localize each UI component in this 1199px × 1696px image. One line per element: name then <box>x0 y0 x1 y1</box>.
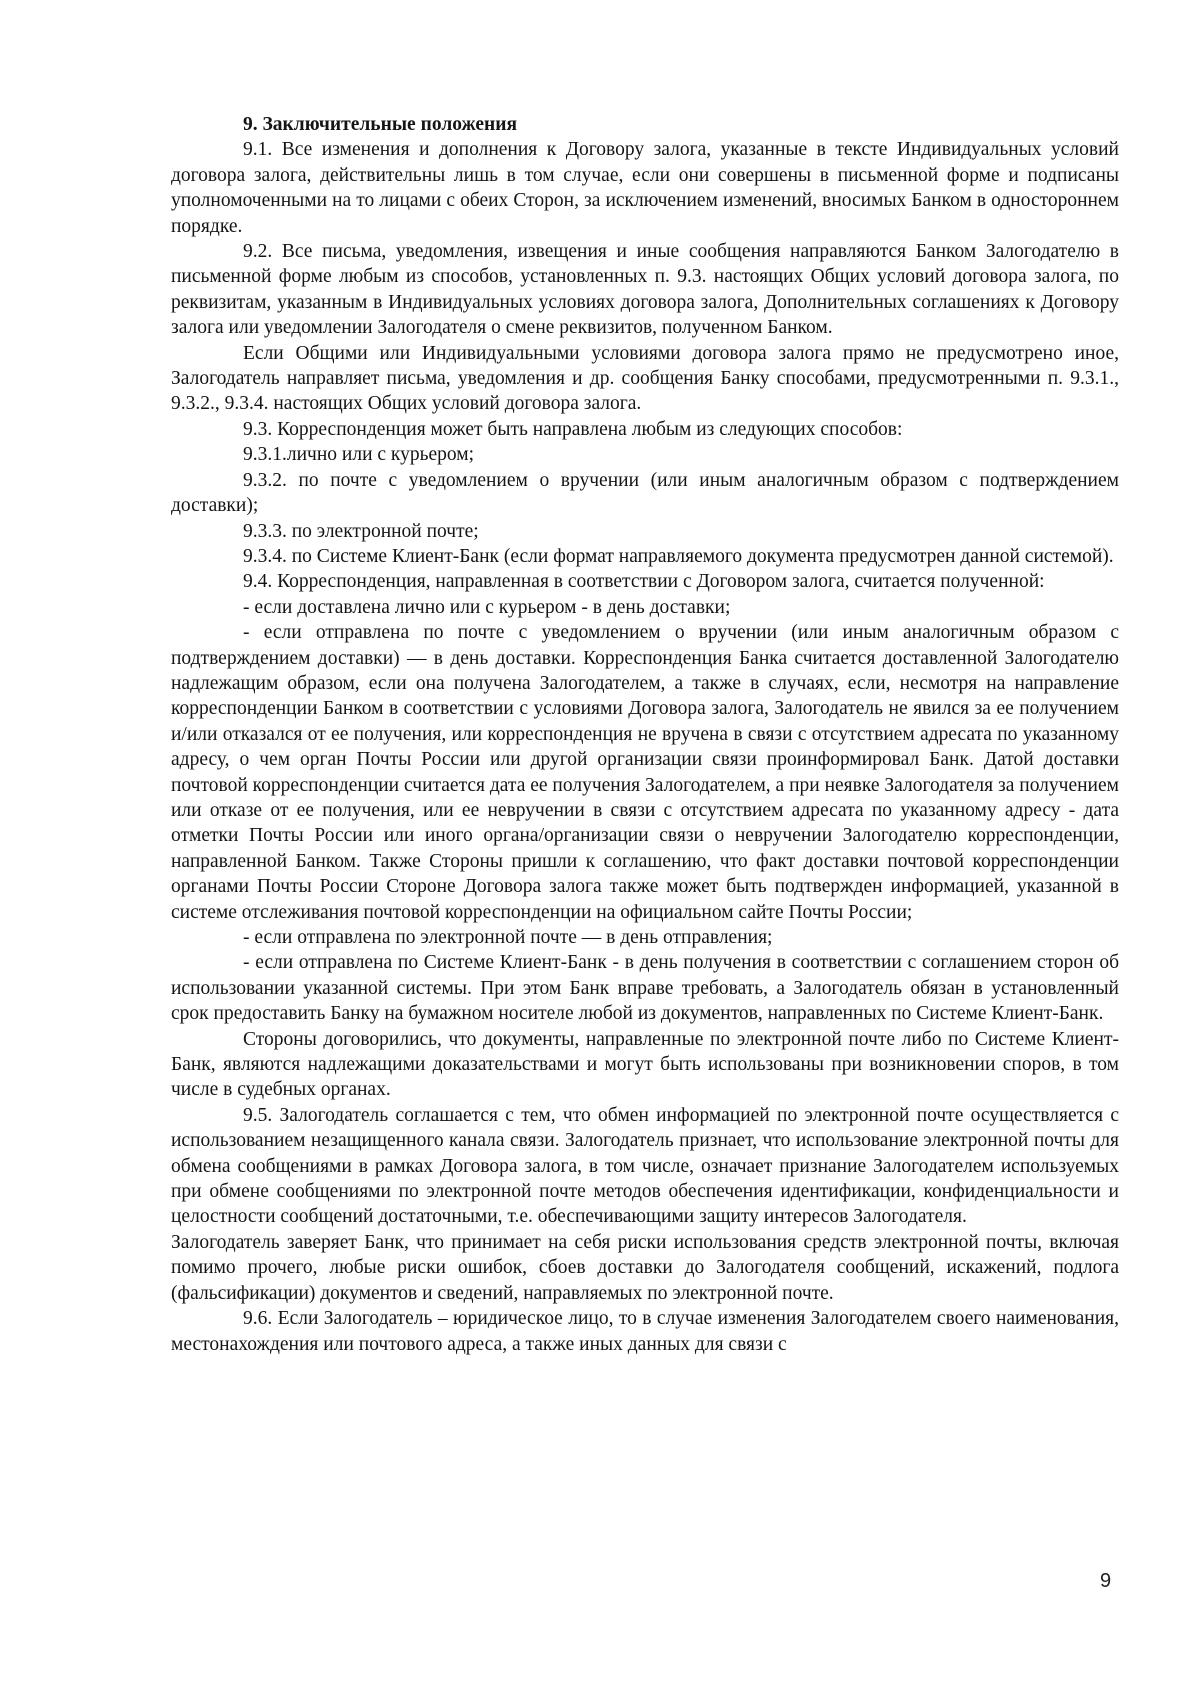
paragraph-p9-4-c: - если отправлена по электронной почте — в день отправления; <box>243 927 773 948</box>
paragraph-p9-4: 9.4. Корреспонденция, направленная в соответствии с Договором залога, считается полученной: <box>243 571 1045 593</box>
paragraph-p9-4-b: - если отправлена по почте с уведомлением о вручении (или иным аналогичным образом с подтверждением доставки) — в день доставки. Корреспонденция Банка считается доставленной Залогодателю надлежащим образом, если она получена Залогодателем, а также в случаях, если, несмотря на направление корреспонденции Банком в соответствии с условиями Договора залога, Залогодатель не явился за ее получением и/или отказался от ее получения, или корреспонденция не вручена в связи с отсутствием адресата по указанному адресу, о чем орган Почты России или другой организации связи проинформировал Банк. Датой доставки почтовой корреспонденции считается дата ее получения Залогодателем, а при неявке Залогодателя за получением или отказе от ее получения, или ее невручении в связи с отсутствием адресата по указанному адресу - дата отметки Почты России или иного органа/организации связи о невручении Залогодателю корреспонденции, направленной Банком. Также Стороны пришли к соглашению, что факт доставки почтовой корреспонденции органами Почты России Стороне Договора залога также может быть подтвержден информацией, указанной в системе отслеживания почтовой корреспонденции на официальном сайте Почты России; <box>171 622 1119 923</box>
document-page <box>171 112 1119 1357</box>
paragraph-p9-3-3: 9.3.3. по электронной почте; <box>243 520 479 542</box>
paragraph-list <box>171 137 1119 1357</box>
section-heading: 9. Заключительные положения <box>243 114 518 135</box>
paragraph-p9-3-1: 9.3.1.лично или с курьером; <box>243 444 475 466</box>
paragraph-p9-2b: Если Общими или Индивидуальными условиями договора залога прямо не предусмотрено иное, Залогодатель направляет письма, уведомления и др. сообщения Банку способами, предусмотренными п. 9.3.1., 9.3.2., 9.3.4. настоящих Общих условий договора залога. <box>171 342 1119 415</box>
paragraph-p9-6: 9.6. Если Залогодатель – юридическое лицо, то в случае изменения Залогодателем своего наименования, местонахождения или почтового адреса, а также иных данных для связи с <box>171 1308 1119 1355</box>
paragraph-p9-5: 9.5. Залогодатель соглашается с тем, что обмен информацией по электронной почте осуществляется с использованием незащищенного канала связи. Залогодатель признает, что использование электронной почты для обмена сообщениями в рамках Договора залога, в том числе, означает признание Залогодателем используемых при обмене сообщениями по электронной почте методов обеспечения идентификации, конфиденциальности и целостности сообщений достаточными, т.е. обеспечивающими защиту интересов Залогодателя. <box>171 1104 1119 1228</box>
paragraph-p9-3-2: 9.3.2. по почте с уведомлением о вручении (или иным аналогичным образом с подтверждением доставки); <box>171 469 1119 517</box>
paragraph-p9-5b: Залогодатель заверяет Банк, что принимает на себя риски использования средств электронной почты, включая помимо прочего, любые риски ошибок, сбоев доставки до Залогодателя сообщений, искажений, подлога (фальсификации) документов и сведений, направляемых по электронной почте. <box>171 1231 1119 1304</box>
paragraph-p9-2: 9.2. Все письма, уведомления, извещения и иные сообщения направляются Банком Залогодателю в письменной форме любым из способов, установленных п. 9.3. настоящих Общих условий договора залога, по реквизитам, указанным в Индивидуальных условиях договора залога, Дополнительных соглашениях к Договору залога или уведомлении Залогодателя о смене реквизитов, полученном Банком. <box>171 241 1119 339</box>
paragraph-p9-3: 9.3. Корреспонденция может быть направлена любым из следующих способов: <box>243 418 903 440</box>
paragraph-p9-1: 9.1. Все изменения и дополнения к Договору залога, указанные в тексте Индивидуальных условий договора залога, действительны лишь в том случае, если они совершены в письменной форме и подписаны уполномоченными на то лицами с обеих Сторон, за исключением изменений, вносимых Банком в одностороннем порядке. <box>171 139 1119 237</box>
paragraph-p9-4-e: Стороны договорились, что документы, направленные по электронной почте либо по Системе Клиент-Банк, являются надлежащими доказательствами и могут быть использованы при возникновении споров, в том числе в судебных органах. <box>171 1028 1119 1101</box>
paragraph-p9-3-4: 9.3.4. по Системе Клиент-Банк (если формат направляемого документа предусмотрен данной системой). <box>243 545 1114 567</box>
paragraph-p9-4-d: - если отправлена по Системе Клиент-Банк - в день получения в соответствии с соглашением сторон об использовании указанной системы. При этом Банк вправе требовать, а Залогодатель обязан в установленный срок предоставить Банку на бумажном носителе любой из документов, направленных по Системе Клиент-Банк. <box>171 952 1119 1025</box>
paragraph-p9-4-a: - если доставлена лично или с курьером - в день доставки; <box>243 596 731 618</box>
page-number: 9 <box>1100 1570 1112 1592</box>
